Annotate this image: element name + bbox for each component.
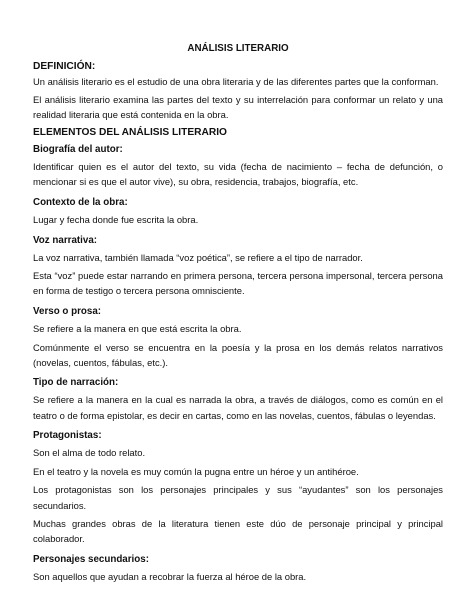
paragraph-protagonistas-3: Los protagonistas son los personajes principales y sus “ayudantes” son los personajes secundarios. [33,484,443,511]
heading-protagonistas: Protagonistas: [33,430,102,442]
paragraph-voz-narrativa-1: La voz narrativa, también llamada “voz poética”, se refiere a el tipo de narrador. [33,251,363,263]
heading-contexto-de-la-obra: Contexto de la obra: [33,196,128,208]
paragraph-protagonistas-4: Muchas grandes obras de la literatura tienen este dúo de personaje principal y principal colaborador. [33,518,443,545]
heading-tipo-de-narracion: Tipo de narración: [33,377,119,389]
paragraph-tipo-narracion-1: Se refiere a la manera en la cual es narrada la obra, a través de diálogos, como es común en el teatro o de forma epistolar, es decir en cartas, como en las novelas, cuentos, fábulas o leyendas. [33,394,443,421]
paragraph-contexto-1: Lugar y fecha donde fue escrita la obra. [33,213,199,225]
page-title: ANÁLISIS LITERARIO [187,43,289,54]
heading-verso-o-prosa: Verso o prosa: [33,305,102,317]
heading-personajes-secundarios: Personajes secundarios: [33,553,149,565]
paragraph-verso-1: Se refiere a la manera en que está escrita la obra. [33,322,242,334]
heading-voz-narrativa: Voz narrativa: [33,234,98,246]
paragraph-definicion-2: El análisis literario examina las partes del texto y su interrelación para conformar un relato y una realidad literaria que está contenida en la obra. [33,93,443,121]
heading-biografia-del-autor: Biografía del autor: [33,144,123,156]
paragraph-personajes-secundarios-1: Son aquellos que ayudan a recobrar la fuerza al héroe de la obra. [33,570,307,582]
paragraph-protagonistas-2: En el teatro y la novela es muy común la pugna entre un héroe y un antihéroe. [33,465,359,477]
paragraph-protagonistas-1: Son el alma de todo relato. [33,447,146,459]
document-body [33,40,443,588]
heading-definicion: DEFINICIÓN: [33,61,96,72]
paragraph-verso-2: Comúnmente el verso se encuentra en la poesía y la prosa en los demás relatos narrativos (novelas, cuentos, fábulas, etc.). [33,341,443,368]
paragraph-definicion-1: Un análisis literario es el estudio de una obra literaria y de las diferentes partes que la conforman. [33,76,439,88]
paragraph-voz-narrativa-2: Esta “voz” puede estar narrando en primera persona, tercera persona impersonal, tercera persona en forma de testigo o tercera persona omnisciente. [33,270,443,297]
heading-elementos: ELEMENTOS DEL ANÁLISIS LITERARIO [33,126,227,138]
paragraph-biografia-1: Identificar quien es el autor del texto, su vida (fecha de nacimiento – fecha de defunción, o mencionar si es que el autor vive), su obra, residencia, trabajos, biografía, etc. [33,161,443,188]
